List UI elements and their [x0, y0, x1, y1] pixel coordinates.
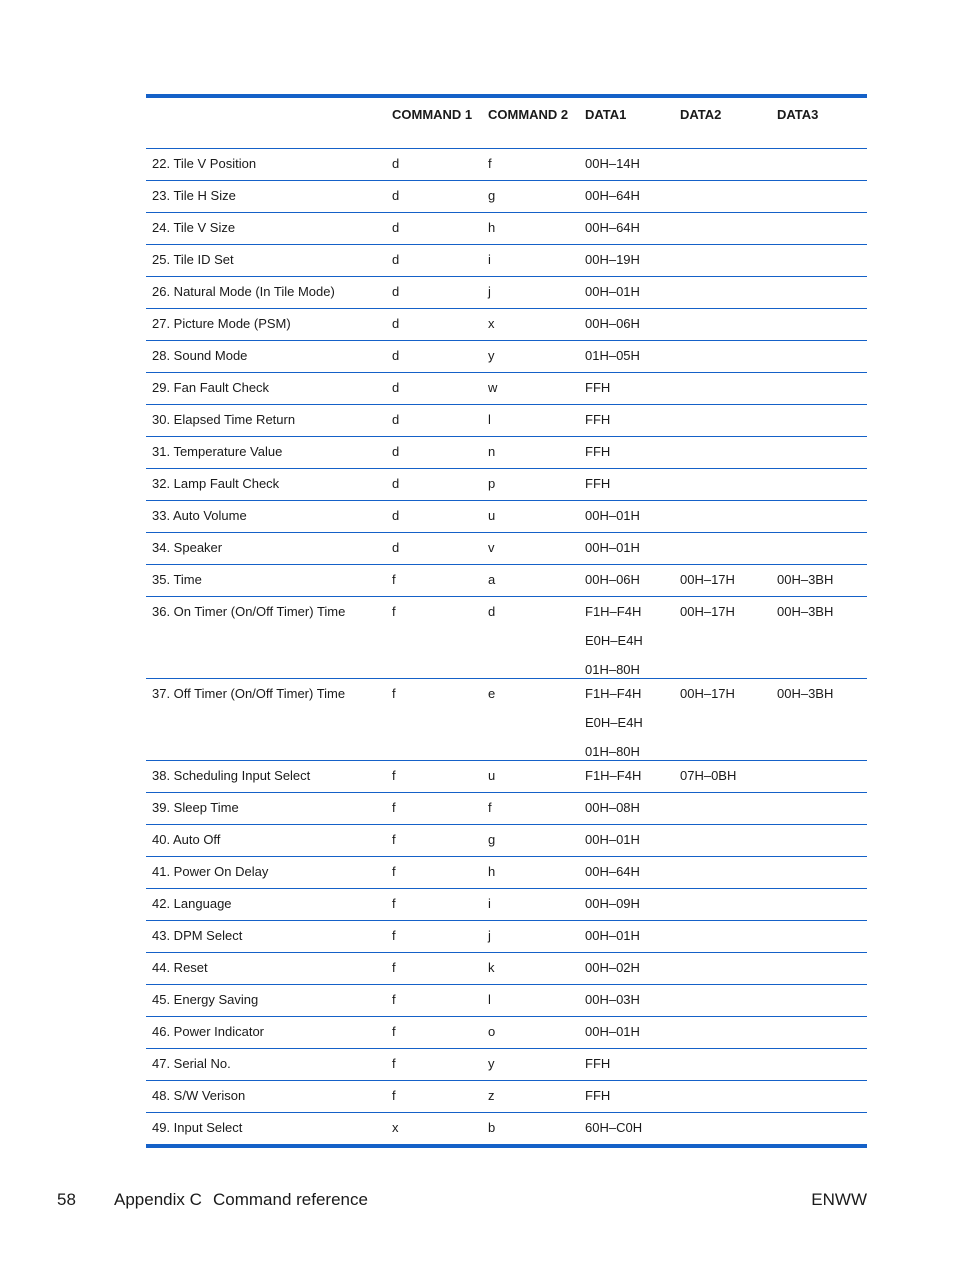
- page-number: 58: [57, 1190, 76, 1209]
- row-function-name: 27. Picture Mode (PSM): [146, 309, 386, 341]
- row-data1-value: F1H–F4H: [585, 604, 642, 619]
- row-command-2: j: [482, 277, 579, 309]
- row-function-name: 42. Language: [146, 889, 386, 921]
- row-data1: [579, 309, 674, 341]
- row-data1-value: 01H–80H: [585, 662, 640, 677]
- page-footer: [57, 1188, 867, 1212]
- row-command-2: l: [482, 405, 579, 437]
- table-row: [146, 181, 867, 213]
- header-data2: DATA2: [674, 98, 771, 149]
- table-row: [146, 985, 867, 1017]
- table-row: [146, 825, 867, 857]
- table-row: [146, 405, 867, 437]
- row-command-2: o: [482, 1017, 579, 1049]
- row-data2: [674, 501, 771, 533]
- row-data2: [674, 469, 771, 501]
- row-command-1: d: [386, 501, 482, 533]
- table-row: [146, 953, 867, 985]
- row-function-name: 24. Tile V Size: [146, 213, 386, 245]
- row-data1-value: 00H–02H: [585, 960, 640, 975]
- row-function-name: 44. Reset: [146, 953, 386, 985]
- row-function-name: 29. Fan Fault Check: [146, 373, 386, 405]
- row-function-name: 49. Input Select: [152, 1120, 243, 1135]
- table-row: [146, 889, 867, 921]
- row-command-2: h: [482, 213, 579, 245]
- table-row: [146, 1081, 867, 1113]
- row-data1-value: 00H–01H: [585, 1024, 640, 1039]
- row-data1: [579, 953, 674, 985]
- row-command-1: f: [386, 921, 482, 953]
- table-row: [146, 501, 867, 533]
- row-command-1: d: [386, 213, 482, 245]
- row-function-name: 37. Off Timer (On/Off Timer) Time: [146, 679, 386, 761]
- row-function-name: 46. Power Indicator: [146, 1017, 386, 1049]
- row-data1: [579, 1113, 674, 1145]
- row-command-1: f: [386, 1017, 482, 1049]
- row-command-2: y: [482, 341, 579, 373]
- row-data3: [771, 469, 867, 501]
- table-row: [146, 857, 867, 889]
- row-data1-value: 00H–01H: [585, 540, 640, 555]
- row-command-1: f: [386, 1081, 482, 1113]
- row-command-1: d: [386, 181, 482, 213]
- row-command-1: d: [386, 309, 482, 341]
- row-data1: [579, 373, 674, 405]
- row-function-name: 36. On Timer (On/Off Timer) Time: [146, 597, 386, 679]
- row-data3: [771, 277, 867, 309]
- header-command-2: COMMAND 2: [482, 98, 579, 149]
- row-command-2: j: [482, 921, 579, 953]
- row-data2: [674, 437, 771, 469]
- row-command-1: f: [386, 857, 482, 889]
- row-command-2: k: [482, 953, 579, 985]
- row-command-1: d: [386, 437, 482, 469]
- row-data1-value: 00H–01H: [585, 284, 640, 299]
- row-data3: [771, 953, 867, 985]
- row-data1-value: 00H–06H: [585, 316, 640, 331]
- row-data3: [771, 857, 867, 889]
- row-command-2: n: [482, 437, 579, 469]
- row-command-2: i: [482, 889, 579, 921]
- table-row: [146, 565, 867, 597]
- row-data1: [579, 181, 674, 213]
- row-data1: [579, 825, 674, 857]
- row-command-1: d: [386, 245, 482, 277]
- row-command-1: d: [386, 373, 482, 405]
- row-data1: [579, 889, 674, 921]
- table-body: [146, 149, 867, 1145]
- row-data1: [579, 533, 674, 565]
- row-function-name: 34. Speaker: [146, 533, 386, 565]
- row-function-name: 23. Tile H Size: [146, 181, 386, 213]
- row-command-1: f: [386, 1049, 482, 1081]
- row-data2: [674, 1017, 771, 1049]
- row-data2: [674, 1081, 771, 1113]
- row-data1-value: 60H–C0H: [585, 1120, 643, 1135]
- row-data3: [771, 309, 867, 341]
- row-data1: [579, 405, 674, 437]
- table-row: [146, 597, 867, 679]
- row-data3: [771, 437, 867, 469]
- row-command-1: d: [386, 149, 482, 181]
- header-data1: DATA1: [579, 98, 674, 149]
- row-function-name: 47. Serial No.: [146, 1049, 386, 1081]
- row-data3: [771, 245, 867, 277]
- row-command-1: f: [386, 679, 482, 761]
- row-command-1: f: [386, 565, 482, 597]
- row-command-1: f: [386, 761, 482, 793]
- row-function-name: 48. S/W Verison: [146, 1081, 386, 1113]
- command-table: [146, 98, 867, 1144]
- table-row: [146, 437, 867, 469]
- row-data2: [674, 309, 771, 341]
- row-command-1: f: [386, 793, 482, 825]
- row-data1-value: 00H–01H: [585, 928, 640, 943]
- table-row: [146, 341, 867, 373]
- row-function-name: 32. Lamp Fault Check: [146, 469, 386, 501]
- row-data2: [674, 341, 771, 373]
- row-data3: [771, 149, 867, 181]
- row-data2: 00H–17H: [674, 597, 771, 679]
- row-function-name: 31. Temperature Value: [146, 437, 386, 469]
- row-data3: [771, 1113, 867, 1145]
- row-data1-value: 00H–09H: [585, 896, 640, 911]
- row-command-2: f: [482, 149, 579, 181]
- row-command-2: v: [482, 533, 579, 565]
- table-row: [146, 1049, 867, 1081]
- table-row: [146, 213, 867, 245]
- row-data1: [579, 565, 674, 597]
- row-data1-value: FFH: [585, 412, 611, 427]
- row-command-1: f: [386, 953, 482, 985]
- section-title: Command reference: [213, 1190, 368, 1209]
- row-command-2: y: [482, 1049, 579, 1081]
- row-data1-value: 00H–06H: [585, 572, 640, 587]
- row-data2: 00H–17H: [674, 565, 771, 597]
- row-command-2: u: [482, 761, 579, 793]
- row-command-2: i: [482, 245, 579, 277]
- row-data2: [674, 793, 771, 825]
- row-data3: 00H–3BH: [771, 679, 867, 761]
- row-data1-value: F1H–F4H: [585, 768, 642, 783]
- row-function-name: 35. Time: [146, 565, 386, 597]
- row-data2: [674, 373, 771, 405]
- row-data1: [579, 341, 674, 373]
- document-id: ENWW: [811, 1190, 867, 1209]
- table-row: [146, 921, 867, 953]
- row-data1: [579, 245, 674, 277]
- row-data1: [579, 277, 674, 309]
- header-data3: DATA3: [771, 98, 867, 149]
- row-function-name: 28. Sound Mode: [146, 341, 386, 373]
- table-row: [146, 245, 867, 277]
- header-function: [146, 98, 386, 149]
- appendix-label: Appendix C: [114, 1190, 202, 1209]
- row-data2: [674, 213, 771, 245]
- row-function-name: 22. Tile V Position: [146, 149, 386, 181]
- row-data1: [579, 1049, 674, 1081]
- row-command-2: u: [482, 501, 579, 533]
- row-command-1: d: [386, 341, 482, 373]
- row-data1-value: FFH: [585, 444, 611, 459]
- row-command-2: g: [482, 181, 579, 213]
- row-data2: [674, 825, 771, 857]
- row-command-1: f: [386, 597, 482, 679]
- row-data2: [674, 1113, 771, 1145]
- row-data3: [771, 985, 867, 1017]
- row-data3: [771, 405, 867, 437]
- row-data1: [579, 857, 674, 889]
- row-data1: [579, 437, 674, 469]
- row-data3: [771, 825, 867, 857]
- row-data1: [579, 985, 674, 1017]
- table-row: [146, 149, 867, 181]
- row-data3: [771, 341, 867, 373]
- row-data1-value: 00H–03H: [585, 992, 640, 1007]
- row-data2: 07H–0BH: [674, 761, 771, 793]
- row-data1-value: 00H–19H: [585, 252, 640, 267]
- row-data2: [674, 985, 771, 1017]
- row-data1: [579, 761, 674, 793]
- row-command-2: a: [482, 565, 579, 597]
- row-data3: 00H–3BH: [771, 565, 867, 597]
- row-command-1: d: [386, 533, 482, 565]
- header-command-1: COMMAND 1: [386, 98, 482, 149]
- row-data1-value: 00H–64H: [585, 188, 640, 203]
- row-data1-value: 01H–05H: [585, 348, 640, 363]
- row-data1-value: FFH: [585, 1088, 611, 1103]
- row-data1-value: FFH: [585, 1056, 611, 1071]
- row-data3: [771, 501, 867, 533]
- row-command-2: g: [482, 825, 579, 857]
- row-function-name: 41. Power On Delay: [146, 857, 386, 889]
- row-data3: [771, 1049, 867, 1081]
- table-row: [146, 533, 867, 565]
- row-data1-value: 00H–64H: [585, 864, 640, 879]
- row-command-2: p: [482, 469, 579, 501]
- row-data1-value: 00H–01H: [585, 832, 640, 847]
- row-data3: [771, 213, 867, 245]
- table-row: [146, 1017, 867, 1049]
- row-data2: [674, 245, 771, 277]
- row-function-name: 26. Natural Mode (In Tile Mode): [146, 277, 386, 309]
- row-data1-value: 01H–80H: [585, 744, 640, 759]
- row-data1-value: 00H–08H: [585, 800, 640, 815]
- table-row: [146, 469, 867, 501]
- row-command-1: x: [392, 1120, 399, 1135]
- row-data1: [579, 469, 674, 501]
- row-data1: [579, 213, 674, 245]
- row-data2: 00H–17H: [674, 679, 771, 761]
- row-function-name: 30. Elapsed Time Return: [146, 405, 386, 437]
- command-table-wrapper: [146, 94, 867, 1148]
- row-function-name: 39. Sleep Time: [146, 793, 386, 825]
- row-data3: [771, 889, 867, 921]
- row-command-1: f: [386, 825, 482, 857]
- row-data1-value: FFH: [585, 380, 611, 395]
- row-data1: [579, 1081, 674, 1113]
- row-data2: [674, 1049, 771, 1081]
- row-data2: [674, 149, 771, 181]
- row-data2: [674, 405, 771, 437]
- table-row: [146, 761, 867, 793]
- row-data1: [579, 793, 674, 825]
- row-command-2: w: [482, 373, 579, 405]
- row-command-2: f: [482, 793, 579, 825]
- row-command-1: f: [386, 985, 482, 1017]
- table-row: [146, 679, 867, 761]
- row-data1-value: F1H–F4H: [585, 686, 642, 701]
- row-data3: [771, 761, 867, 793]
- row-function-name: 43. DPM Select: [146, 921, 386, 953]
- row-command-2: h: [482, 857, 579, 889]
- row-function-name: 40. Auto Off: [146, 825, 386, 857]
- table-row: [146, 373, 867, 405]
- row-data2: [674, 921, 771, 953]
- row-data1: [579, 149, 674, 181]
- row-data1: [579, 679, 674, 761]
- row-command-2: z: [482, 1081, 579, 1113]
- row-data2: [674, 889, 771, 921]
- row-data3: [771, 533, 867, 565]
- row-function-name: 45. Energy Saving: [146, 985, 386, 1017]
- row-command-1: d: [386, 405, 482, 437]
- row-data1: [579, 501, 674, 533]
- row-data1-value: FFH: [585, 476, 611, 491]
- row-data3: [771, 1081, 867, 1113]
- row-command-2: e: [482, 679, 579, 761]
- row-command-2: b: [488, 1120, 496, 1135]
- row-data3: 00H–3BH: [771, 597, 867, 679]
- row-data1-value: 00H–64H: [585, 220, 640, 235]
- row-command-1: f: [386, 889, 482, 921]
- row-data2: [674, 857, 771, 889]
- row-data2: [674, 953, 771, 985]
- row-command-1: d: [386, 277, 482, 309]
- row-function-name: 33. Auto Volume: [146, 501, 386, 533]
- row-data2: [674, 533, 771, 565]
- row-data1-value: E0H–E4H: [585, 715, 643, 730]
- table-header-row: [146, 98, 867, 149]
- row-command-2: x: [482, 309, 579, 341]
- row-data3: [771, 921, 867, 953]
- row-data3: [771, 1017, 867, 1049]
- row-command-2: l: [482, 985, 579, 1017]
- row-data2: [674, 181, 771, 213]
- row-command-2: d: [482, 597, 579, 679]
- row-data1: [579, 1017, 674, 1049]
- row-data3: [771, 373, 867, 405]
- table-row: [146, 1113, 867, 1145]
- table-row: [146, 277, 867, 309]
- table-row: [146, 309, 867, 341]
- table-bottom-rule: [146, 1144, 867, 1148]
- row-data1-value: 00H–14H: [585, 156, 640, 171]
- table-row: [146, 793, 867, 825]
- row-function-name: 38. Scheduling Input Select: [146, 761, 386, 793]
- row-data3: [771, 181, 867, 213]
- row-command-1: d: [386, 469, 482, 501]
- row-data3: [771, 793, 867, 825]
- row-data1-value: 00H–01H: [585, 508, 640, 523]
- row-data2: [674, 277, 771, 309]
- row-data1-value: E0H–E4H: [585, 633, 643, 648]
- row-data1: [579, 921, 674, 953]
- row-function-name: 25. Tile ID Set: [146, 245, 386, 277]
- row-data1: [579, 597, 674, 679]
